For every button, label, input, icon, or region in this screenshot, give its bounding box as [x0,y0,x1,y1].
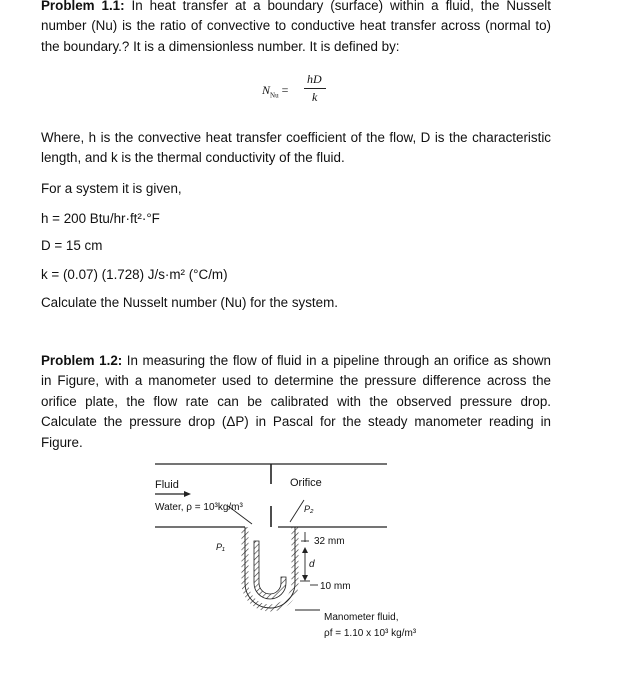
dim-32-label: 32 mm [314,536,345,547]
given-h: h = 200 Btu/hr·ft²·°F [41,211,160,226]
flow-arrow-head [184,491,191,497]
nusselt-formula [262,70,342,112]
given-d: D = 15 cm [41,238,103,253]
problem1-title: Problem 1.1: [41,0,125,13]
dim-d-label: d [309,559,315,570]
problem1-given-intro: For a system it is given, [41,181,182,196]
formula-denominator: k [312,90,318,104]
manometer-fluid [254,541,286,599]
p1-label: P₁ [216,542,225,552]
problem1-intro [41,0,551,57]
formula-numerator: hD [307,72,322,86]
problem1-question: Calculate the Nusselt number (Nu) for the system. [41,295,338,310]
formula-fraction-bar [304,88,326,89]
manometer-density-label: ρf = 1.10 x 10³ kg/m³ [324,628,417,639]
p2-label: P₂ [304,504,314,514]
water-label: Water, ρ = 10³kg/m³ [155,502,243,513]
manometer-label: Manometer fluid, [324,612,399,623]
figure-svg [150,460,450,660]
fluid-label: Fluid [155,479,179,491]
orifice-manometer-figure [150,460,450,660]
orifice-label: Orifice [290,477,322,489]
problem2-text [41,351,551,453]
p2-leader [290,500,304,522]
given-k: k = (0.07) (1.728) J/s·m² (°C/m) [41,267,228,282]
formula-lhs: $N_{Nu}$ = [262,83,289,100]
problem1-where: Where, h is the convective heat transfer coefficient of the flow, D is the characteristic length, and k is the thermal conductivity of the fluid. [41,130,551,166]
dim-10-label: 10 mm [320,581,351,592]
problem2-title: Problem 1.2: [41,353,123,368]
problem1-intro-text: In heat transfer at a boundary (surface) within a fluid, the Nusselt number (Nu) is the ratio of convective to conductive heat transfer across (normal to) the boundary.? It is a dimensionless number. It is defined by: [41,0,551,54]
problem2-body: In measuring the flow of fluid in a pipeline through an orifice as shown in Figure, with a manometer used to determine the pressure difference across the orifice plate, the flow rate can be calibrated with the observed pressure drop. Calculate the pressure drop (ΔP) in Pascal for the steady manometer reading in Figure. [41,353,552,450]
